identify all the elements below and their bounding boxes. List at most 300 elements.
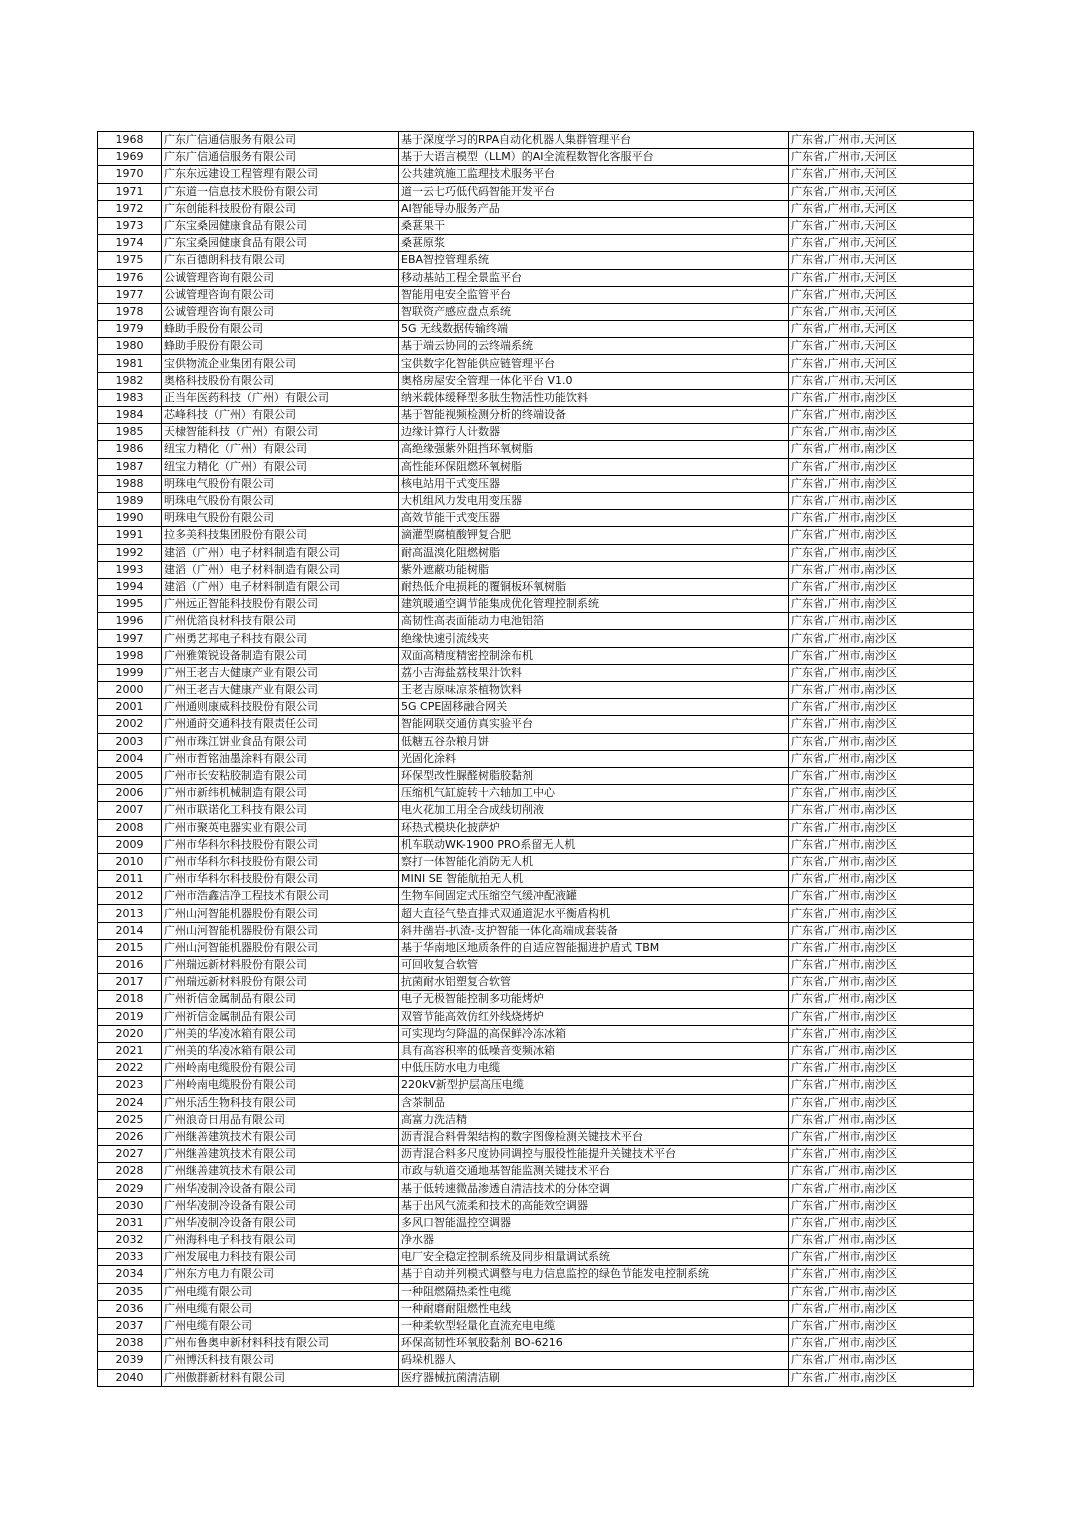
region-cell: 广东省,广州市,南沙区 — [789, 750, 974, 767]
row-number-cell: 1968 — [98, 132, 162, 149]
table-row — [98, 939, 974, 956]
table-row — [98, 441, 974, 458]
table-row — [98, 733, 974, 750]
company-name-cell: 广州市新纬机械制造有限公司 — [162, 785, 399, 802]
row-number-cell: 1983 — [98, 389, 162, 406]
region-cell: 广东省,广州市,天河区 — [789, 355, 974, 372]
region-cell: 广东省,广州市,南沙区 — [789, 853, 974, 870]
table-row — [98, 1317, 974, 1334]
table-row — [98, 424, 974, 441]
table-row — [98, 1060, 974, 1077]
table-row — [98, 1335, 974, 1352]
region-cell: 广东省,广州市,南沙区 — [789, 561, 974, 578]
company-name-cell: 广州傲群新材料有限公司 — [162, 1369, 399, 1386]
region-cell: 广东省,广州市,南沙区 — [789, 578, 974, 595]
table-row — [98, 269, 974, 286]
project-name-cell: 可回收复合软管 — [399, 957, 789, 974]
region-cell: 广东省,广州市,南沙区 — [789, 802, 974, 819]
company-name-cell: 广州山河智能机器股份有限公司 — [162, 939, 399, 956]
row-number-cell: 2007 — [98, 802, 162, 819]
company-name-cell: 广州山河智能机器股份有限公司 — [162, 922, 399, 939]
row-number-cell: 2004 — [98, 750, 162, 767]
project-name-cell: 纳米载体缓释型多肽生物活性功能饮料 — [399, 389, 789, 406]
project-name-cell: 荔小吉海盐荔枝果汁饮料 — [399, 664, 789, 681]
project-name-cell: 基于出风气流柔和技术的高能效空调器 — [399, 1197, 789, 1214]
region-cell: 广东省,广州市,南沙区 — [789, 1008, 974, 1025]
project-name-cell: 高韧性高表面能动力电池铝箔 — [399, 613, 789, 630]
table-row — [98, 338, 974, 355]
region-cell: 广东省,广州市,南沙区 — [789, 407, 974, 424]
project-name-cell: 可实现均匀降温的高保鲜冷冻冰箱 — [399, 1025, 789, 1042]
company-list-table — [97, 131, 974, 1387]
row-number-cell: 1969 — [98, 149, 162, 166]
project-name-cell: 基于华南地区地质条件的自适应智能掘进护盾式 TBM — [399, 939, 789, 956]
row-number-cell: 2001 — [98, 699, 162, 716]
project-name-cell: MINI SE 智能航拍无人机 — [399, 871, 789, 888]
project-name-cell: 环保型改性脲醛树脂胶黏剂 — [399, 767, 789, 784]
company-name-cell: 建滔（广州）电子材料制造有限公司 — [162, 578, 399, 595]
table-row — [98, 991, 974, 1008]
row-number-cell: 2028 — [98, 1163, 162, 1180]
company-name-cell: 广州市华科尔科技股份有限公司 — [162, 836, 399, 853]
company-name-cell: 广州王老吉大健康产业有限公司 — [162, 682, 399, 699]
company-name-cell: 广州浪奇日用品有限公司 — [162, 1111, 399, 1128]
project-name-cell: 宝供数字化智能供应链管理平台 — [399, 355, 789, 372]
table-row — [98, 217, 974, 234]
company-name-cell: 广州祈信金属制品有限公司 — [162, 1008, 399, 1025]
company-name-cell: 广州远正智能科技股份有限公司 — [162, 596, 399, 613]
project-name-cell: 基于智能视频检测分析的终端设备 — [399, 407, 789, 424]
project-name-cell: 察打一体智能化消防无人机 — [399, 853, 789, 870]
table-row — [98, 802, 974, 819]
project-name-cell: 耐热低介电损耗的覆铜板环氧树脂 — [399, 578, 789, 595]
region-cell: 广东省,广州市,南沙区 — [789, 1094, 974, 1111]
row-number-cell: 2027 — [98, 1146, 162, 1163]
company-name-cell: 广州优箔良材科技有限公司 — [162, 613, 399, 630]
row-number-cell: 2009 — [98, 836, 162, 853]
table-row — [98, 252, 974, 269]
project-name-cell: 沥青混合料多尺度协同调控与服役性能提升关键技术平台 — [399, 1146, 789, 1163]
project-name-cell: 智联资产感应盘点系统 — [399, 303, 789, 320]
project-name-cell: 含茶制品 — [399, 1094, 789, 1111]
region-cell: 广东省,广州市,南沙区 — [789, 458, 974, 475]
company-name-cell: 广州瑞远新材料股份有限公司 — [162, 974, 399, 991]
row-number-cell: 2015 — [98, 939, 162, 956]
region-cell: 广东省,广州市,天河区 — [789, 149, 974, 166]
region-cell: 广东省,广州市,南沙区 — [789, 1249, 974, 1266]
region-cell: 广东省,广州市,南沙区 — [789, 1369, 974, 1386]
company-name-cell: 宝供物流企业集团有限公司 — [162, 355, 399, 372]
table-row — [98, 1266, 974, 1283]
region-cell: 广东省,广州市,南沙区 — [789, 1300, 974, 1317]
project-name-cell: 220kV新型护层高压电缆 — [399, 1077, 789, 1094]
region-cell: 广东省,广州市,南沙区 — [789, 1335, 974, 1352]
table-row — [98, 1042, 974, 1059]
row-number-cell: 2002 — [98, 716, 162, 733]
table-row — [98, 905, 974, 922]
table-row — [98, 682, 974, 699]
company-name-cell: 天棣智能科技（广州）有限公司 — [162, 424, 399, 441]
row-number-cell: 2032 — [98, 1232, 162, 1249]
row-number-cell: 2017 — [98, 974, 162, 991]
table-row — [98, 716, 974, 733]
row-number-cell: 1991 — [98, 527, 162, 544]
project-name-cell: 沥青混合料骨架结构的数字图像检测关键技术平台 — [399, 1128, 789, 1145]
company-name-cell: 广东宝桑园健康食品有限公司 — [162, 235, 399, 252]
table-row — [98, 1300, 974, 1317]
table-row — [98, 1025, 974, 1042]
project-name-cell: 公共建筑施工监理技术服务平台 — [399, 166, 789, 183]
project-name-cell: 基于端云协同的云终端系统 — [399, 338, 789, 355]
row-number-cell: 2037 — [98, 1317, 162, 1334]
table-row — [98, 836, 974, 853]
project-name-cell: 码垛机器人 — [399, 1352, 789, 1369]
table-row — [98, 355, 974, 372]
region-cell: 广东省,广州市,南沙区 — [789, 1025, 974, 1042]
company-name-cell: 纽宝力精化（广州）有限公司 — [162, 441, 399, 458]
project-name-cell: 斜井凿岩-扒渣-支护智能一体化高端成套装备 — [399, 922, 789, 939]
region-cell: 广东省,广州市,南沙区 — [789, 888, 974, 905]
table-row — [98, 544, 974, 561]
project-name-cell: 双面高精度精密控制涂布机 — [399, 647, 789, 664]
row-number-cell: 2003 — [98, 733, 162, 750]
row-number-cell: 1974 — [98, 235, 162, 252]
table-row — [98, 647, 974, 664]
project-name-cell: 压缩机气缸旋转十六轴加工中心 — [399, 785, 789, 802]
table-row — [98, 286, 974, 303]
project-name-cell: 核电站用干式变压器 — [399, 475, 789, 492]
region-cell: 广东省,广州市,天河区 — [789, 372, 974, 389]
project-name-cell: 电火花加工用全合成线切削液 — [399, 802, 789, 819]
company-name-cell: 广州美的华凌冰箱有限公司 — [162, 1025, 399, 1042]
company-name-cell: 明珠电气股份有限公司 — [162, 492, 399, 509]
row-number-cell: 2031 — [98, 1214, 162, 1231]
region-cell: 广东省,广州市,南沙区 — [789, 836, 974, 853]
row-number-cell: 1997 — [98, 630, 162, 647]
row-number-cell: 2018 — [98, 991, 162, 1008]
table-row — [98, 630, 974, 647]
company-name-cell: 广州市哲铭油墨涂料有限公司 — [162, 750, 399, 767]
row-number-cell: 1978 — [98, 303, 162, 320]
table-row — [98, 458, 974, 475]
region-cell: 广东省,广州市,南沙区 — [789, 613, 974, 630]
row-number-cell: 1973 — [98, 217, 162, 234]
table-row — [98, 510, 974, 527]
table-row — [98, 819, 974, 836]
company-name-cell: 广州电缆有限公司 — [162, 1283, 399, 1300]
row-number-cell: 1972 — [98, 200, 162, 217]
region-cell: 广东省,广州市,南沙区 — [789, 991, 974, 1008]
company-name-cell: 蜂助手股份有限公司 — [162, 321, 399, 338]
row-number-cell: 2008 — [98, 819, 162, 836]
project-name-cell: 低糖五谷杂粮月饼 — [399, 733, 789, 750]
region-cell: 广东省,广州市,南沙区 — [789, 1042, 974, 1059]
project-name-cell: 具有高容积率的低噪音变频冰箱 — [399, 1042, 789, 1059]
row-number-cell: 1987 — [98, 458, 162, 475]
company-name-cell: 广东道一信息技术股份有限公司 — [162, 183, 399, 200]
region-cell: 广东省,广州市,南沙区 — [789, 716, 974, 733]
company-name-cell: 蜂助手股份有限公司 — [162, 338, 399, 355]
company-name-cell: 拉多美科技集团股份有限公司 — [162, 527, 399, 544]
company-name-cell: 广东广信通信服务有限公司 — [162, 149, 399, 166]
region-cell: 广东省,广州市,南沙区 — [789, 1232, 974, 1249]
row-number-cell: 2010 — [98, 853, 162, 870]
company-name-cell: 广州东方电力有限公司 — [162, 1266, 399, 1283]
row-number-cell: 2019 — [98, 1008, 162, 1025]
project-name-cell: 基于深度学习的RPA自动化机器人集群管理平台 — [399, 132, 789, 149]
row-number-cell: 2025 — [98, 1111, 162, 1128]
project-name-cell: 高效节能干式变压器 — [399, 510, 789, 527]
project-name-cell: 光固化涂料 — [399, 750, 789, 767]
table-row — [98, 475, 974, 492]
project-name-cell: 绝缘快速引流线夹 — [399, 630, 789, 647]
region-cell: 广东省,广州市,天河区 — [789, 183, 974, 200]
project-name-cell: 生物车间固定式压缩空气缓冲配液罐 — [399, 888, 789, 905]
table-row — [98, 664, 974, 681]
project-name-cell: 桑葚原浆 — [399, 235, 789, 252]
region-cell: 广东省,广州市,天河区 — [789, 286, 974, 303]
region-cell: 广东省,广州市,南沙区 — [789, 544, 974, 561]
row-number-cell: 2033 — [98, 1249, 162, 1266]
company-name-cell: 公诚管理咨询有限公司 — [162, 269, 399, 286]
region-cell: 广东省,广州市,天河区 — [789, 200, 974, 217]
table-row — [98, 1008, 974, 1025]
row-number-cell: 1992 — [98, 544, 162, 561]
table-row — [98, 785, 974, 802]
company-name-cell: 广州电缆有限公司 — [162, 1317, 399, 1334]
project-name-cell: 一种阻燃隔热柔性电缆 — [399, 1283, 789, 1300]
company-name-cell: 广州市华科尔科技股份有限公司 — [162, 853, 399, 870]
region-cell: 广东省,广州市,南沙区 — [789, 1077, 974, 1094]
project-name-cell: 环保高韧性环氧胶黏剂 BO-6216 — [399, 1335, 789, 1352]
region-cell: 广东省,广州市,南沙区 — [789, 939, 974, 956]
table-row — [98, 183, 974, 200]
region-cell: 广东省,广州市,南沙区 — [789, 1163, 974, 1180]
region-cell: 广东省,广州市,南沙区 — [789, 1111, 974, 1128]
project-name-cell: 双管节能高效仿红外线烧烤炉 — [399, 1008, 789, 1025]
region-cell: 广东省,广州市,南沙区 — [789, 1197, 974, 1214]
company-name-cell: 广州博沃科技有限公司 — [162, 1352, 399, 1369]
table-row — [98, 750, 974, 767]
company-name-cell: 广州华凌制冷设备有限公司 — [162, 1180, 399, 1197]
project-name-cell: 智能网联交通仿真实验平台 — [399, 716, 789, 733]
project-name-cell: 多风口智能温控空调器 — [399, 1214, 789, 1231]
project-name-cell: 建筑暖通空调节能集成优化管理控制系统 — [399, 596, 789, 613]
table-row — [98, 1111, 974, 1128]
row-number-cell: 1980 — [98, 338, 162, 355]
company-name-cell: 广东百德朗科技有限公司 — [162, 252, 399, 269]
region-cell: 广东省,广州市,天河区 — [789, 235, 974, 252]
project-name-cell: AI智能导办服务产品 — [399, 200, 789, 217]
table-row — [98, 1369, 974, 1386]
table-row — [98, 596, 974, 613]
region-cell: 广东省,广州市,南沙区 — [789, 1214, 974, 1231]
company-name-cell: 广州市浩鑫洁净工程技术有限公司 — [162, 888, 399, 905]
company-name-cell: 广州市长安粘胶制造有限公司 — [162, 767, 399, 784]
row-number-cell: 1977 — [98, 286, 162, 303]
company-name-cell: 正当年医药科技（广州）有限公司 — [162, 389, 399, 406]
company-name-cell: 广州继善建筑技术有限公司 — [162, 1146, 399, 1163]
region-cell: 广东省,广州市,天河区 — [789, 269, 974, 286]
region-cell: 广东省,广州市,南沙区 — [789, 424, 974, 441]
table-row — [98, 235, 974, 252]
project-name-cell: 净水器 — [399, 1232, 789, 1249]
project-name-cell: 一种柔软型轻量化直流充电电缆 — [399, 1317, 789, 1334]
project-name-cell: 王老吉原味凉茶植物饮料 — [399, 682, 789, 699]
company-name-cell: 广州市珠江饼业食品有限公司 — [162, 733, 399, 750]
project-name-cell: 高绝缘强紫外阻挡环氧树脂 — [399, 441, 789, 458]
company-name-cell: 广州发展电力科技有限公司 — [162, 1249, 399, 1266]
row-number-cell: 1979 — [98, 321, 162, 338]
region-cell: 广东省,广州市,南沙区 — [789, 389, 974, 406]
table-row — [98, 389, 974, 406]
row-number-cell: 1982 — [98, 372, 162, 389]
company-name-cell: 广州华凌制冷设备有限公司 — [162, 1214, 399, 1231]
row-number-cell: 1995 — [98, 596, 162, 613]
table-row — [98, 613, 974, 630]
company-name-cell: 广州山河智能机器股份有限公司 — [162, 905, 399, 922]
company-name-cell: 公诚管理咨询有限公司 — [162, 286, 399, 303]
row-number-cell: 2011 — [98, 871, 162, 888]
region-cell: 广东省,广州市,南沙区 — [789, 1060, 974, 1077]
table-row — [98, 1352, 974, 1369]
row-number-cell: 2035 — [98, 1283, 162, 1300]
region-cell: 广东省,广州市,南沙区 — [789, 699, 974, 716]
row-number-cell: 1971 — [98, 183, 162, 200]
project-name-cell: 基于低转速微晶渗透自清洁技术的分体空调 — [399, 1180, 789, 1197]
row-number-cell: 1990 — [98, 510, 162, 527]
region-cell: 广东省,广州市,天河区 — [789, 303, 974, 320]
row-number-cell: 1981 — [98, 355, 162, 372]
table-row — [98, 1180, 974, 1197]
region-cell: 广东省,广州市,天河区 — [789, 252, 974, 269]
region-cell: 广东省,广州市,南沙区 — [789, 819, 974, 836]
region-cell: 广东省,广州市,天河区 — [789, 321, 974, 338]
row-number-cell: 1994 — [98, 578, 162, 595]
row-number-cell: 1984 — [98, 407, 162, 424]
table-row — [98, 1094, 974, 1111]
project-name-cell: EBA智控管理系统 — [399, 252, 789, 269]
company-name-cell: 广州继善建筑技术有限公司 — [162, 1128, 399, 1145]
table-row — [98, 853, 974, 870]
project-name-cell: 高性能环保阻燃环氧树脂 — [399, 458, 789, 475]
company-name-cell: 广东广信通信服务有限公司 — [162, 132, 399, 149]
table-row — [98, 974, 974, 991]
table-row — [98, 1214, 974, 1231]
project-name-cell: 智能用电安全监管平台 — [399, 286, 789, 303]
company-name-cell: 芯峰科技（广州）有限公司 — [162, 407, 399, 424]
region-cell: 广东省,广州市,南沙区 — [789, 441, 974, 458]
region-cell: 广东省,广州市,南沙区 — [789, 630, 974, 647]
region-cell: 广东省,广州市,天河区 — [789, 132, 974, 149]
table-row — [98, 1146, 974, 1163]
company-name-cell: 广州华凌制冷设备有限公司 — [162, 1197, 399, 1214]
region-cell: 广东省,广州市,南沙区 — [789, 1266, 974, 1283]
project-name-cell: 基于大语言模型（LLM）的AI全流程数智化客服平台 — [399, 149, 789, 166]
company-name-cell: 广州瑞远新材料股份有限公司 — [162, 957, 399, 974]
region-cell: 广东省,广州市,南沙区 — [789, 1180, 974, 1197]
row-number-cell: 2014 — [98, 922, 162, 939]
row-number-cell: 2020 — [98, 1025, 162, 1042]
project-name-cell: 道一云七巧低代码智能开发平台 — [399, 183, 789, 200]
project-name-cell: 移动基站工程全景监平台 — [399, 269, 789, 286]
company-name-cell: 广州雅策锐设备制造有限公司 — [162, 647, 399, 664]
project-name-cell: 滴灌型腐植酸钾复合肥 — [399, 527, 789, 544]
region-cell: 广东省,广州市,天河区 — [789, 166, 974, 183]
region-cell: 广东省,广州市,南沙区 — [789, 527, 974, 544]
company-name-cell: 明珠电气股份有限公司 — [162, 510, 399, 527]
table-row — [98, 699, 974, 716]
row-number-cell: 1989 — [98, 492, 162, 509]
row-number-cell: 1999 — [98, 664, 162, 681]
company-name-cell: 广州海科电子科技有限公司 — [162, 1232, 399, 1249]
region-cell: 广东省,广州市,天河区 — [789, 217, 974, 234]
region-cell: 广东省,广州市,南沙区 — [789, 1317, 974, 1334]
table-row — [98, 527, 974, 544]
company-name-cell: 建滔（广州）电子材料制造有限公司 — [162, 544, 399, 561]
region-cell: 广东省,广州市,南沙区 — [789, 682, 974, 699]
table-row — [98, 1163, 974, 1180]
company-name-cell: 广州美的华凌冰箱有限公司 — [162, 1042, 399, 1059]
region-cell: 广东省,广州市,南沙区 — [789, 510, 974, 527]
row-number-cell: 1986 — [98, 441, 162, 458]
row-number-cell: 2005 — [98, 767, 162, 784]
row-number-cell: 2000 — [98, 682, 162, 699]
company-name-cell: 广东东远建设工程管理有限公司 — [162, 166, 399, 183]
project-name-cell: 医疗器械抗菌清洁刷 — [399, 1369, 789, 1386]
company-name-cell: 公诚管理咨询有限公司 — [162, 303, 399, 320]
region-cell: 广东省,广州市,南沙区 — [789, 871, 974, 888]
table-row — [98, 1283, 974, 1300]
region-cell: 广东省,广州市,天河区 — [789, 338, 974, 355]
table-row — [98, 1249, 974, 1266]
region-cell: 广东省,广州市,南沙区 — [789, 596, 974, 613]
region-cell: 广东省,广州市,南沙区 — [789, 767, 974, 784]
row-number-cell: 2030 — [98, 1197, 162, 1214]
company-name-cell: 广州继善建筑技术有限公司 — [162, 1163, 399, 1180]
company-name-cell: 广州祈信金属制品有限公司 — [162, 991, 399, 1008]
company-name-cell: 广州通莳交通科技有限责任公司 — [162, 716, 399, 733]
table-row — [98, 871, 974, 888]
table-row — [98, 1077, 974, 1094]
row-number-cell: 2029 — [98, 1180, 162, 1197]
table-row — [98, 200, 974, 217]
table-row — [98, 578, 974, 595]
company-name-cell: 广州市联诺化工科技有限公司 — [162, 802, 399, 819]
company-name-cell: 广东创能科技股份有限公司 — [162, 200, 399, 217]
row-number-cell: 1975 — [98, 252, 162, 269]
company-name-cell: 广州岭南电缆股份有限公司 — [162, 1077, 399, 1094]
project-name-cell: 一种耐磨耐阻燃性电线 — [399, 1300, 789, 1317]
row-number-cell: 2040 — [98, 1369, 162, 1386]
row-number-cell: 2038 — [98, 1335, 162, 1352]
row-number-cell: 2021 — [98, 1042, 162, 1059]
table-row — [98, 149, 974, 166]
project-name-cell: 大机组风力发电用变压器 — [399, 492, 789, 509]
row-number-cell: 2006 — [98, 785, 162, 802]
region-cell: 广东省,广州市,南沙区 — [789, 1128, 974, 1145]
region-cell: 广东省,广州市,南沙区 — [789, 974, 974, 991]
table-row — [98, 922, 974, 939]
row-number-cell: 1985 — [98, 424, 162, 441]
row-number-cell: 2034 — [98, 1266, 162, 1283]
region-cell: 广东省,广州市,南沙区 — [789, 1283, 974, 1300]
region-cell: 广东省,广州市,南沙区 — [789, 475, 974, 492]
row-number-cell: 2013 — [98, 905, 162, 922]
project-name-cell: 奥格房屋安全管理一体化平台 V1.0 — [399, 372, 789, 389]
row-number-cell: 2036 — [98, 1300, 162, 1317]
table-row — [98, 561, 974, 578]
